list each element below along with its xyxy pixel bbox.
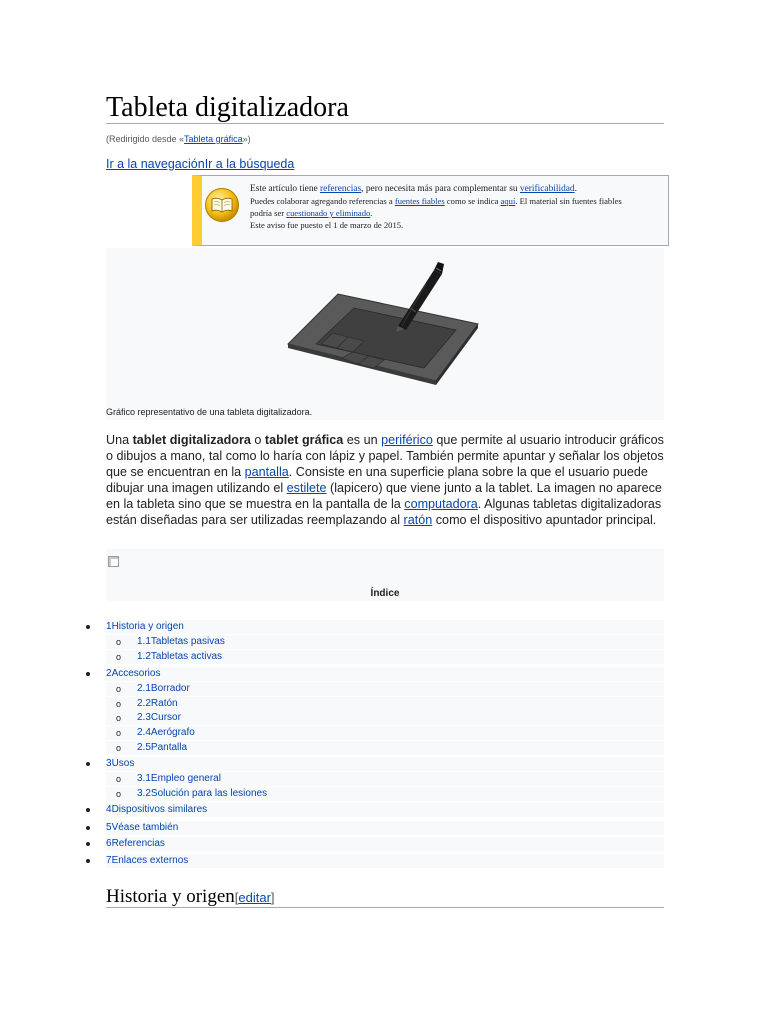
toc-header (106, 549, 664, 601)
sub-bullet: o (116, 684, 122, 694)
toc-title: Índice (370, 588, 400, 599)
figure-caption: Gráfico representativo de una tableta digitalizadora. (106, 407, 313, 417)
sub-bullet: o (116, 743, 122, 753)
toc-item[interactable]: 2.2Ratón (137, 698, 178, 709)
pantalla-link[interactable]: pantalla (244, 465, 289, 479)
intro-text-fragment: o (250, 433, 265, 447)
notice-text-fragment: . El material sin fuentes fiables (515, 196, 622, 206)
raton-link[interactable]: ratón (403, 513, 433, 527)
toc-item[interactable]: 2Accesorios (106, 668, 161, 679)
notice-text-fragment: , pero necesita más para complementar su (361, 184, 520, 194)
redirect-prefix: (Redirigido desde « (106, 134, 185, 144)
intro-paragraph (106, 432, 666, 528)
notice-text (250, 183, 668, 231)
toc-item[interactable]: 6Referencias (106, 838, 165, 849)
toc-item[interactable]: 3.1Empleo general (137, 773, 221, 784)
edit-bracket: [ (234, 890, 239, 905)
edit-section (235, 890, 275, 905)
bullet (86, 762, 90, 766)
sub-bullet: o (116, 774, 122, 784)
estilete-link[interactable]: estilete (286, 481, 327, 495)
toc-item[interactable]: 5Véase también (106, 822, 179, 833)
intro-text-fragment: que permite al usuario introducir gráficos o dibujos a mano, tal como lo haría con lápiz y papel. También permite apuntar y señalar los objetos que se encuentran en la (106, 433, 664, 479)
intro-text-fragment: Una (106, 433, 133, 447)
book-icon (204, 187, 240, 223)
toc-item[interactable]: 3.2Solución para las lesiones (137, 788, 268, 799)
intro-text-fragment: como el dispositivo apuntador principal. (432, 513, 657, 527)
periferico-link[interactable]: periférico (381, 433, 433, 447)
section-heading-text: Historia y origen (106, 886, 235, 907)
bullet (86, 808, 90, 812)
bullet (86, 842, 90, 846)
toc-item[interactable]: 2.5Pantalla (137, 742, 188, 753)
toc-row-background (106, 757, 664, 771)
jump-to-navigation-link[interactable]: Ir a la navegación (106, 157, 205, 171)
redirect-link[interactable]: Tableta gráfica (184, 134, 243, 144)
article-figure (106, 248, 664, 420)
intro-text-fragment: . Algunas tabletas digitalizadoras están diseñadas para ser utilizadas reemplazando al (106, 497, 662, 527)
sub-bullet: o (116, 637, 122, 647)
toc-item[interactable]: 3Usos (106, 758, 135, 769)
cuestionado-link[interactable]: cuestionado y eliminado (286, 208, 371, 218)
toc-toggle-checkbox[interactable] (108, 556, 119, 567)
toc-row-background (106, 741, 664, 755)
term-bold: tablet gráfica (264, 433, 344, 447)
title-divider (106, 123, 664, 124)
referencias-link[interactable]: referencias (320, 184, 362, 194)
toc-item[interactable]: 4Dispositivos similares (106, 804, 208, 815)
term-bold: tablet digitalizadora (132, 433, 251, 447)
edit-section-link[interactable]: editar (238, 890, 271, 905)
redirect-note (106, 134, 251, 144)
jump-links (106, 157, 294, 171)
intro-text-fragment: (lapicero) que viene junto a la tablet. La imagen no aparece en la tableta sino que se muestra en la pantalla de la (106, 481, 662, 511)
bullet (86, 826, 90, 830)
notice-text-fragment: Este artículo tiene (250, 184, 321, 194)
notice-text-fragment: como se indica (444, 196, 501, 206)
notice-box (192, 175, 669, 246)
toc-item[interactable]: 2.4Aerógrafo (137, 727, 195, 738)
sub-bullet: o (116, 699, 122, 709)
toc-item[interactable]: 7Enlaces externos (106, 855, 189, 866)
verificabilidad-link[interactable]: verificabilidad (519, 184, 575, 194)
sub-bullet: o (116, 789, 122, 799)
toc-row-background (106, 821, 664, 835)
toc-row-background (106, 711, 664, 725)
sub-bullet: o (116, 652, 122, 662)
toc-item[interactable]: 1.2Tabletas activas (137, 651, 223, 662)
fuentes-fiables-link[interactable]: fuentes fiables (394, 196, 445, 206)
notice-text-fragment: . (370, 208, 373, 218)
bullet (86, 625, 90, 629)
computadora-link[interactable]: computadora (404, 497, 478, 511)
toc-item[interactable]: 2.1Borrador (137, 683, 190, 694)
sub-bullet: o (116, 728, 122, 738)
page-title: Tableta digitalizadora (106, 92, 349, 123)
notice-date: Este aviso fue puesto el 1 de marzo de 2015. (250, 220, 404, 230)
toc-row-background (106, 837, 664, 851)
toc-row-background (106, 854, 664, 868)
jump-to-search-link[interactable]: Ir a la búsqueda (204, 157, 295, 171)
bullet (86, 672, 90, 676)
toc-row-background (106, 620, 664, 634)
edit-bracket: ] (270, 890, 275, 905)
toc-item[interactable]: 2.3Cursor (137, 712, 181, 723)
toc-row-background (106, 667, 664, 681)
tablet-image[interactable] (286, 256, 486, 386)
aqui-link[interactable]: aquí (500, 196, 516, 206)
intro-text-fragment: . Consiste en una superficie plana sobre la que el usuario puede dibujar una imagen utilizando el (106, 465, 648, 495)
toc-item[interactable]: 1.1Tabletas pasivas (137, 636, 225, 647)
bullet (86, 859, 90, 863)
redirect-suffix: ») (242, 134, 251, 144)
intro-text-fragment: es un (343, 433, 382, 447)
notice-text-fragment: . (574, 184, 577, 194)
toc-row-background (106, 697, 664, 711)
notice-text-fragment: Puedes colaborar agregando referencias a (250, 196, 395, 206)
section-divider (106, 907, 664, 908)
sub-bullet: o (116, 713, 122, 723)
notice-text-fragment: podría ser (250, 208, 287, 218)
toc-item[interactable]: 1Historia y origen (106, 621, 184, 632)
